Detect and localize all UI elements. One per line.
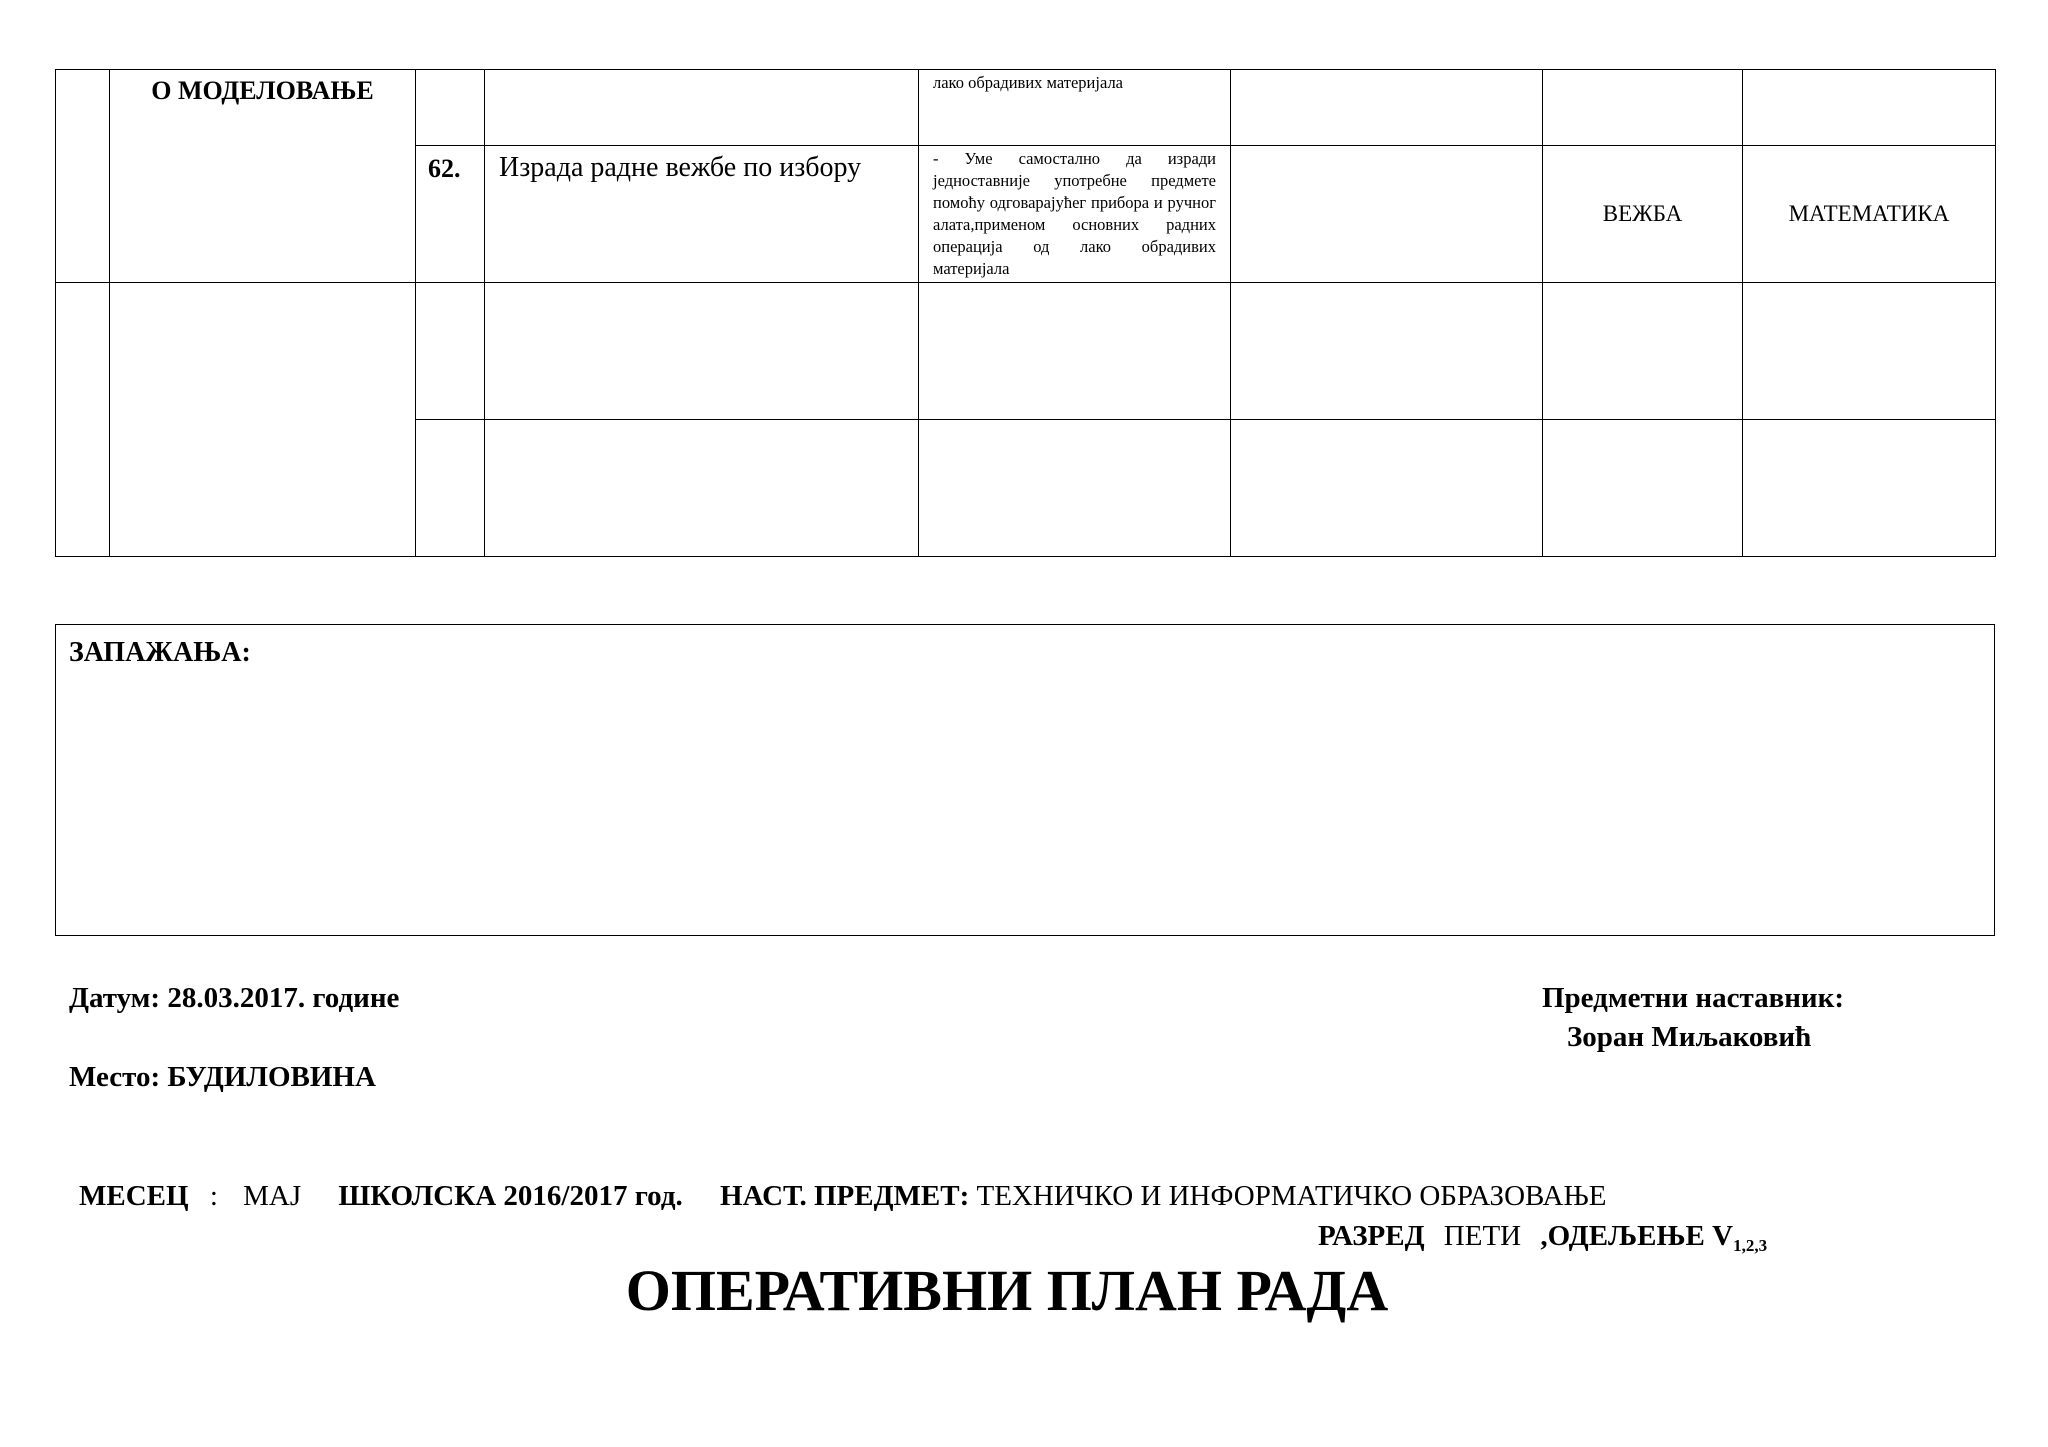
- lesson-correlation: МАТЕМАТИКА: [1743, 146, 1996, 283]
- lesson-type: [1543, 70, 1743, 146]
- empty-cell: [416, 420, 485, 557]
- empty-cell: [485, 283, 919, 420]
- teacher-name: Зоран Миљаковић: [1567, 1021, 1812, 1053]
- empty-cell: [485, 420, 919, 557]
- lesson-title: [485, 70, 919, 146]
- date-label: Датум: 28.03.2017. године: [69, 982, 400, 1014]
- empty-cell: [1743, 420, 1996, 557]
- empty-cell: [1231, 146, 1543, 283]
- table-row: [56, 70, 1996, 146]
- lesson-number: 62.: [416, 146, 485, 283]
- lesson-outcome: лако обрадивих материјала: [919, 70, 1231, 146]
- class-label: ,ОДЕЉЕЊЕ V: [1540, 1220, 1734, 1252]
- month-separator: :: [209, 1180, 218, 1212]
- lesson-type: ВЕЖБА: [1543, 146, 1743, 283]
- page-title: [0, 1257, 2048, 1324]
- theme-title: О МОДЕЛОВАЊЕ: [110, 70, 416, 283]
- empty-cell: [416, 283, 485, 420]
- empty-cell: [919, 283, 1231, 420]
- lesson-title: Израда радне вежбе по избору: [485, 146, 919, 283]
- empty-cell: [919, 420, 1231, 557]
- lesson-correlation: [1743, 70, 1996, 146]
- notes-title: ЗАПАЖАЊА:: [69, 637, 251, 668]
- empty-cell: [1743, 283, 1996, 420]
- empty-cell: [1231, 283, 1543, 420]
- empty-cell: [56, 70, 110, 283]
- month-value: МАЈ: [243, 1180, 302, 1212]
- lesson-outcome: - Уме самостално да изради једноставније употребне предмете помоћу одговарајућег прибора и ручног алата,применом основних радних операција од лако обрадивих материјала: [919, 146, 1231, 283]
- place-label: Место: БУДИЛОВИНА: [69, 1061, 376, 1093]
- grade-label: РАЗРЕД: [1318, 1220, 1425, 1252]
- plan-table: [55, 69, 1996, 557]
- class-subscript: 1,2,3: [1733, 1236, 1768, 1255]
- empty-cell: [1231, 70, 1543, 146]
- page-title-text: ОПЕРАТИВНИ ПЛАН РАДА: [625, 1258, 1389, 1323]
- notes-box: [55, 624, 1995, 936]
- empty-cell: [56, 283, 110, 557]
- grade-line: [1318, 1220, 1767, 1256]
- school-year: ШКОЛСКА 2016/2017 год.: [338, 1180, 683, 1212]
- empty-cell: [110, 283, 416, 557]
- header-line: [79, 1180, 1606, 1213]
- grade-value: ПЕТИ: [1443, 1220, 1522, 1252]
- empty-cell: [1543, 283, 1743, 420]
- subject-value: ТЕХНИЧКО И ИНФОРМАТИЧКО ОБРАЗОВАЊЕ: [976, 1180, 1607, 1212]
- empty-cell: [1231, 420, 1543, 557]
- lesson-number: [416, 70, 485, 146]
- empty-cell: [1543, 420, 1743, 557]
- month-label: МЕСЕЦ: [79, 1180, 189, 1212]
- teacher-label: Предметни наставник:: [1542, 982, 1845, 1014]
- table-row: [56, 283, 1996, 420]
- subject-label: НАСТ. ПРЕДМЕТ:: [720, 1180, 970, 1212]
